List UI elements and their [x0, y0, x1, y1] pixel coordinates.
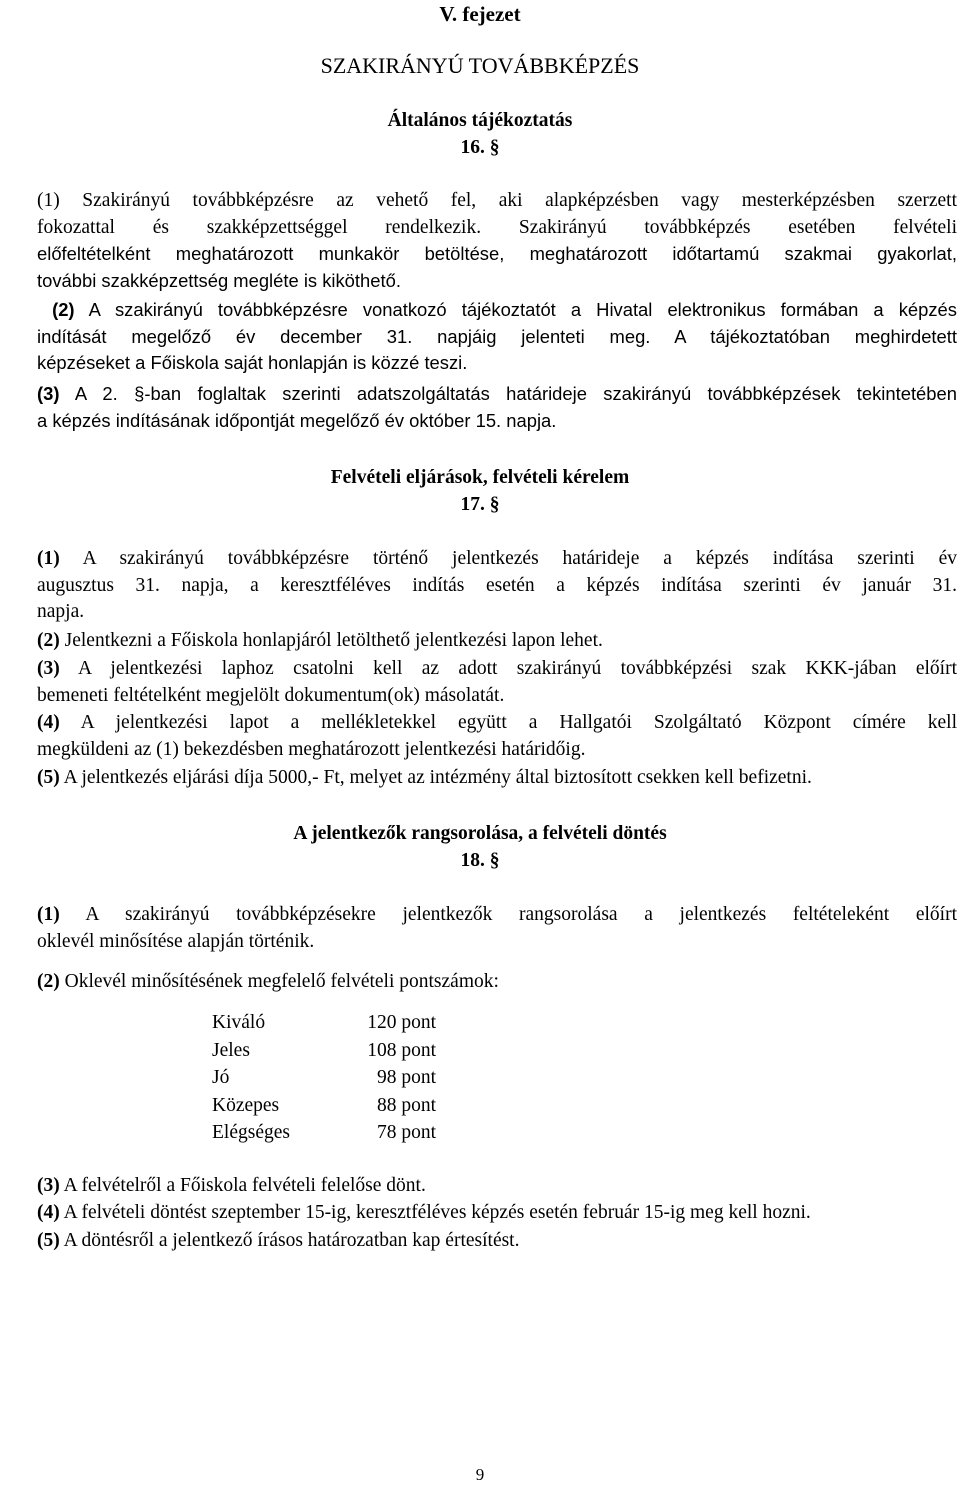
table-row [212, 1065, 436, 1092]
chapter-heading: V. fejezet [439, 2, 521, 26]
section-16-number: 16. § [460, 137, 500, 158]
grade-name: Elégséges [212, 1122, 290, 1143]
paragraph-number: (3) [37, 383, 60, 404]
paragraph-number: (3) [37, 1175, 60, 1196]
paragraph-number: (5) [37, 767, 60, 788]
grade-points: 98 pont [376, 1067, 436, 1089]
paragraph-number: (3) [37, 658, 60, 679]
paragraph-number: (4) [37, 712, 60, 733]
section-18-paragraph-2: (2) Oklevél minősítésének megfelelő felvételi pontszámok: [37, 971, 499, 992]
paragraph-number: (4) [37, 1202, 60, 1223]
page-number: 9 [475, 1465, 485, 1484]
section-18-number: 18. § [460, 850, 500, 871]
section-16-heading: Általános tájékoztatás [387, 110, 573, 131]
table-row [212, 1037, 436, 1064]
section-17-number: 17. § [460, 494, 500, 515]
grade-points: 78 pont [376, 1122, 436, 1143]
paragraph-number: (5) [37, 1230, 60, 1251]
grade-points: 120 pont [367, 1012, 436, 1034]
section-17-paragraph-1: (1) A szakirányú továbbképzésre történő jelentkezés határideje a képzés indítása szerinti év augusztus 31. napja, a keresztféléves indítás esetén a képzés indítása szerinti év január 31. napja. [37, 548, 957, 622]
paragraph-number: (1) [37, 548, 60, 569]
page-title: SZAKIRÁNYÚ TOVÁBBKÉPZÉS [320, 53, 640, 78]
section-17-paragraph-5: (5) A jelentkezés eljárási díja 5000,- Ft, melyet az intézmény által biztosított csekken kell befizetni. [37, 767, 812, 788]
section-18-paragraph-1: (1) A szakirányú továbbképzésekre jelentkezők rangsorolása a jelentkezés feltételeként előírt oklevél minősítése alapján történik. [37, 904, 957, 952]
section-18-paragraph-5: (5) A döntésről a jelentkező írásos határozatban kap értesítést. [37, 1230, 520, 1251]
grade-name: Kiváló [212, 1012, 266, 1034]
grade-points: 88 pont [376, 1094, 436, 1116]
paragraph-number: (1) [37, 190, 60, 211]
section-17-paragraph-3: (3) A jelentkezési laphoz csatolni kell az adott szakirányú továbbképzési szak KKK-jában előírt bemeneti feltételként megjelölt dokumentum(ok) másolatát. [37, 658, 957, 706]
paragraph-number: (1) [37, 904, 60, 925]
section-17-paragraph-4: (4) A jelentkezési lapot a mellékletekkel együtt a Hallgatói Szolgáltató Központ címére kell megküldeni az (1) bekezdésben meghatározott jelentkezési határidőig. [37, 712, 957, 760]
table-row [212, 1010, 436, 1037]
paragraph-number: (2) [37, 971, 60, 992]
section-18-paragraph-3: (3) A felvételről a Főiskola felvételi felelőse dönt. [37, 1175, 426, 1196]
table-row [212, 1120, 436, 1147]
section-17-heading: Felvételi eljárások, felvételi kérelem [330, 467, 630, 488]
section-16-paragraph-1: (1) Szakirányú továbbképzésre az vehető fel, aki alapképzésben vagy mesterképzésben szerzett fokozattal és szakképzettséggel rendelkezik. Szakirányú továbbképzés esetében felvételi előfeltételként meghatározott munkakör betöltése, meghatározott időtartamú szakmai gyakorlat, további szakképzettség megléte is kiköthető. [37, 190, 957, 291]
table-row [212, 1092, 436, 1119]
section-17-paragraph-2: (2) Jelentkezni a Főiskola honlapjáról letölthető jelentkezési lapon lehet. [37, 630, 603, 651]
grade-name: Közepes [212, 1094, 280, 1116]
paragraph-number: (2) [37, 630, 60, 651]
section-16-paragraph-2: (2) A szakirányú továbbképzésre vonatkozó tájékoztatót a Hivatal elektronikus formában a képzés indítását megelőző év december 31. napjáig jelenteti meg. A tájékoztatóban meghirdetett képzéseket a Főiskola saját honlapján is közzé teszi. [37, 299, 957, 373]
grade-points: 108 pont [367, 1039, 436, 1061]
section-18-heading: A jelentkezők rangsorolása, a felvételi döntés [293, 823, 667, 844]
section-18-paragraph-4: (4) A felvételi döntést szeptember 15-ig, keresztféléves képzés esetén február 15-ig meg kell hozni. [37, 1202, 811, 1223]
grade-points-table [212, 1010, 436, 1147]
grade-name: Jó [212, 1067, 230, 1089]
grade-name: Jeles [212, 1039, 250, 1061]
section-16-paragraph-3: (3) A 2. §-ban foglaltak szerinti adatszolgáltatás határideje szakirányú továbbképzések tekintetében a képzés indításának időpontját megelőző év október 15. napja. [37, 383, 957, 431]
paragraph-number: (2) [52, 299, 75, 320]
